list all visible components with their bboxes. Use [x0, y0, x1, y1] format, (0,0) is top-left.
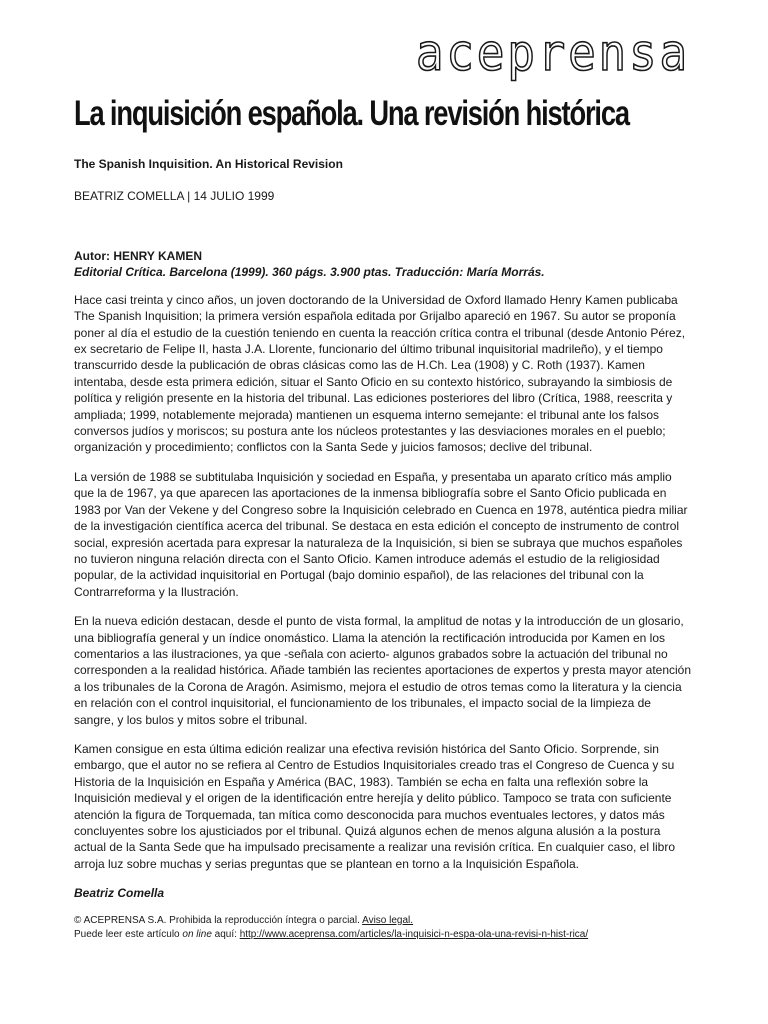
article-paragraph: Kamen consigue en esta última edición realizar una efectiva revisión histórica del Santo Oficio. Sorprende, sin embargo, que el autor no se refiera al Centro de Estudios Inquisitoriales creado tras el Congreso de Cuenca y su Historia de la Inquisición en España y América (BAC, 1983). También se echa en falta una reflexión sobre la Inquisición medieval y el origen de la identificación entre herejía y delito público. Tampoco se trata con suficiente atención la figura de Torquemada, tan mítica como desconocida para muchos eventuales lectores, y datos más concluyentes sobre los ajusticiados por el tribunal. Quizá algunos echen de menos alguna alusión a la postura actual de la Santa Sede que ha impulsado precisamente a realizar una revisión crítica. En cualquier caso, el libro arroja luz sobre muchas y serias preguntas que se plantean en torno a la Inquisición Española.	[74, 741, 676, 871]
article-paragraph: Hace casi treinta y cinco años, un joven doctorando de la Universidad de Oxford llamado Henry Kamen publicaba The Spanish Inquisition; la primera versión española editada por Grijalbo apareció en 1967. Su autor se proponía poner al día el estudio de la cuestión teniendo en cuenta la reacción crítica contra el tribunal (desde Antonio Pérez, ex secretario de Felipe II, hasta J.A. Llorente, funcionario del último tribunal inquisitorial madrileño), y el tiempo transcurrido desde la publicación de obras clásicas como las de H.Ch. Lea (1908) y C. Roth (1937). Kamen intentaba, desde esta primera edición, situar el Santo Oficio en su contexto histórico, subrayando la simbiosis de política y religión presente en la historia del tribunal. Las ediciones posteriores del libro (Crítica, 1988, reescrita y ampliada; 1999, notablemente mejorada) mantienen un esquema interno semejante: el tribunal ante los falsos conversos judíos y moriscos; su postura ante los núcleos protestantes y las desviaciones morales en el pueblo; organización y procedimiento; conflictos con la Santa Sede y juicios famosos; declive del tribunal.	[74, 292, 686, 455]
footer-online-line	[74, 928, 694, 942]
article-title: La inquisición española. Una revisión histórica	[74, 94, 629, 133]
article-content	[74, 248, 694, 942]
article-url-link[interactable]: http://www.aceprensa.com/articles/la-inquisici-n-espa-ola-una-revisi-n-hist-rica/	[239, 928, 589, 940]
book-author: Autor: HENRY KAMEN	[74, 249, 202, 263]
copyright-text: © ACEPRENSA S.A. Prohibida la reproducción íntegra o parcial.	[74, 914, 360, 926]
aceprensa-logo: aceprensa	[415, 24, 690, 82]
article-subtitle: The Spanish Inquisition. An Historical Revision	[74, 157, 343, 171]
online-italic: on line	[182, 928, 212, 940]
online-suffix: aquí:	[211, 928, 240, 940]
article-paragraph: En la nueva edición destacan, desde el punto de vista formal, la amplitud de notas y la introducción de un glosario, una bibliografía general y un índice onomástico. Llama la atención la rectificación introducida por Kamen en los comentarios a las ilustraciones, ya que -señala con acierto- algunos grabados sobre la actuación del tribunal no corresponden a la realidad histórica. Añade también las recientes aportaciones de expertos y presta mayor atención a los tribunales de la Corona de Aragón. Asimismo, mejora el estudio de otros temas como la literatura y la ciencia en relación con el control inquisitorial, el funcionamiento de los tribunales, el impacto social de la limpieza de sangre, y los bulos y mitos sobre el tribunal.	[74, 614, 692, 727]
article-paragraph: La versión de 1988 se subtitulaba Inquisición y sociedad en España, y presentaba un aparato crítico más amplio que la de 1967, ya que aparecen las aportaciones de la inmensa bibliografía sobre el Santo Oficio publicada en 1983 por Van der Vekene y del Congreso sobre la Inquisición celebrado en Cuenca en 1978, auténtica piedra miliar de la investigación científica acerca del tribunal. Se destaca en esta edición el concepto de instrumento de control social, expresión acertada para expresar la naturaleza de la Inquisición, si bien se subraya que muchos españoles no tuvieron ninguna relación directa con el Santo Oficio. Kamen introduce además el estudio de la religiosidad popular, de la actividad inquisitorial en Portugal (bajo dominio español), de las relaciones del tribunal con la Contrarreforma y la Ilustración.	[74, 469, 688, 599]
footer-copyright-line	[74, 914, 694, 928]
online-prefix: Puede leer este artículo	[74, 928, 183, 940]
article-signature: Beatriz Comella	[74, 886, 165, 901]
book-publication-info: Editorial Crítica. Barcelona (1999). 360 págs. 3.900 ptas. Traducción: María Morrás.	[74, 265, 545, 280]
article-byline: BEATRIZ COMELLA | 14 JULIO 1999	[74, 189, 275, 203]
footer	[74, 914, 694, 942]
legal-notice-link[interactable]: Aviso legal.	[362, 914, 414, 926]
